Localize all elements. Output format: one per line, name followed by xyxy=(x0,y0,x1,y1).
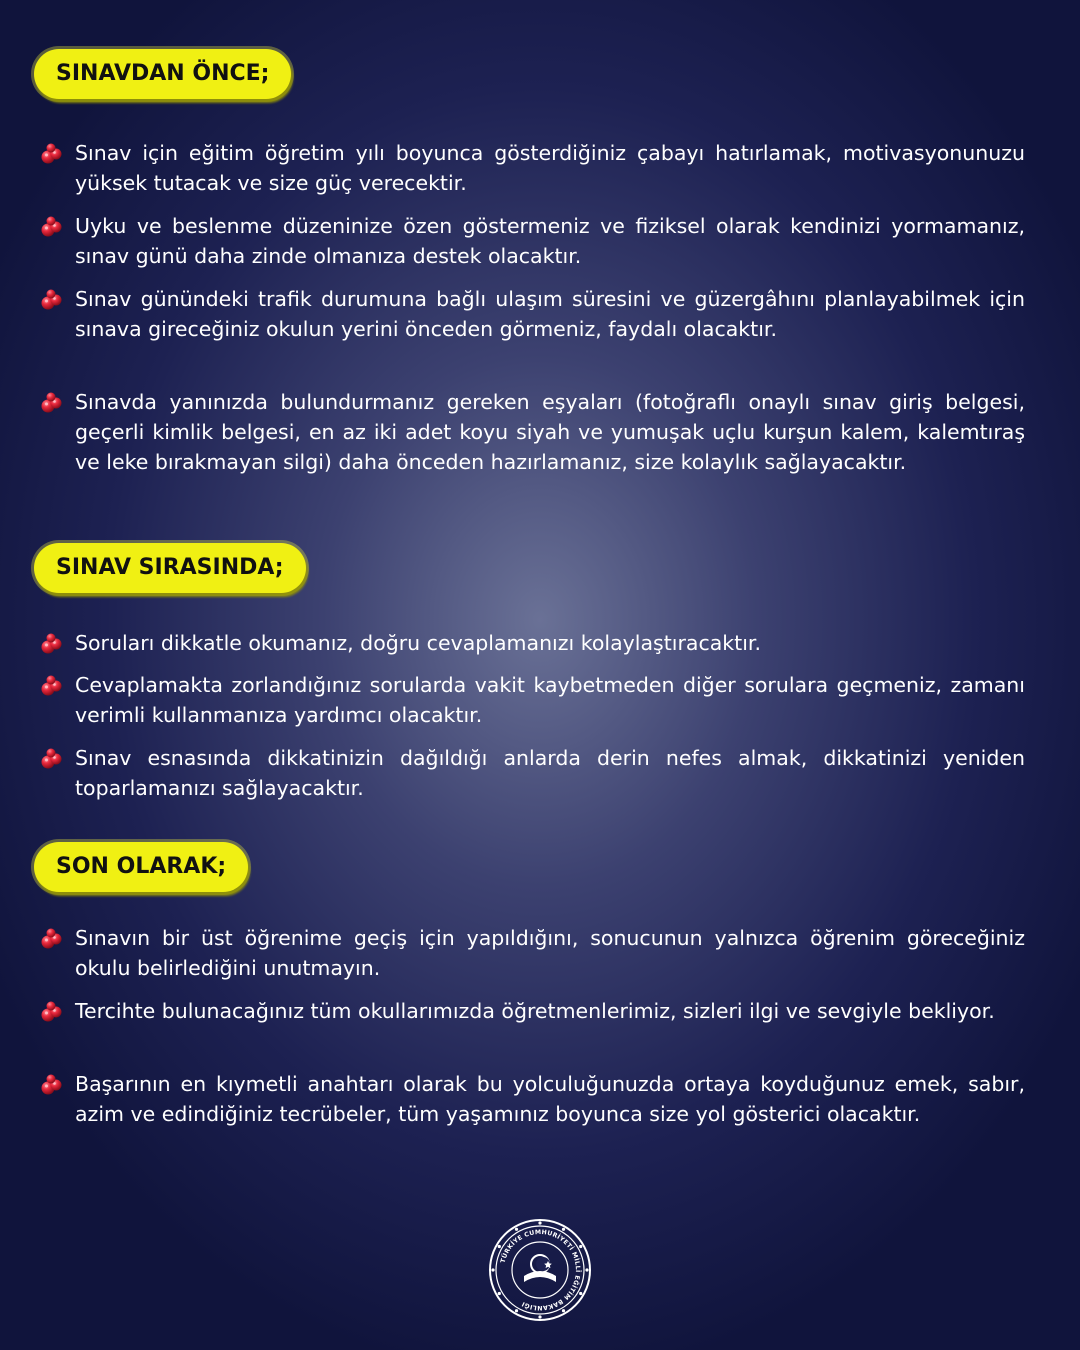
bullet-icon xyxy=(40,1073,64,1097)
list-item-text: Tercihte bulunacağınız tüm okullarımızda öğretmenlerimiz, sizleri ilgi ve sevgiyle bekliyor. xyxy=(75,999,995,1023)
bullet-icon xyxy=(40,927,64,951)
bullet-icon xyxy=(40,142,64,166)
section-title-before-exam: SINAVDAN ÖNCE; xyxy=(34,49,291,99)
section-title-finally: SON OLARAK; xyxy=(34,842,248,892)
bullet-icon xyxy=(40,747,64,771)
ministry-seal-icon xyxy=(488,1218,592,1322)
list-item-text: Sınavda yanınızda bulundurmanız gereken eşyaları (fotoğraflı onaylı sınav giriş belgesi, geçerli kimlik belgesi, en az iki adet koyu siyah ve yumuşak uçlu kurşun kalem, kalemtıraş ve leke bırakmayan silgi) daha önceden hazırlamanız, size kolaylık sağlayacaktır. xyxy=(75,390,1025,474)
seal-text: TÜRKİYE CUMHURİYETİ MİLLÎ EĞİTİM BAKANLIĞI xyxy=(499,1228,582,1312)
list-item-text: Uyku ve beslenme düzeninize özen göstermeniz ve fiziksel olarak kendinizi yormamanız, sınav günü daha zinde olmanıza destek olacaktır. xyxy=(75,214,1025,268)
list-item-text: Sınav günündeki trafik durumuna bağlı ulaşım süresini ve güzergâhını planlayabilmek için sınava gireceğiniz okulun yerini önceden görmeniz, faydalı olacaktır. xyxy=(75,287,1025,341)
bullet-icon xyxy=(40,674,64,698)
list-item-text: Sınav için eğitim öğretim yılı boyunca gösterdiğiniz çabayı hatırlamak, motivasyonunuzu yüksek tutacak ve size güç verecektir. xyxy=(75,141,1025,195)
list-item-text: Sınav esnasında dikkatinizin dağıldığı anlarda derin nefes almak, dikkatinizi yeniden toparlamanızı sağlayacaktır. xyxy=(75,746,1025,800)
list-item-text: Soruları dikkatle okumanız, doğru cevaplamanızı kolaylaştıracaktır. xyxy=(75,631,761,655)
list-item-text: Sınavın bir üst öğrenime geçiş için yapıldığını, sonucunun yalnızca öğrenim göreceğiniz okulu belirlediğini unutmayın. xyxy=(75,926,1025,980)
section-title-during-exam: SINAV SIRASINDA; xyxy=(34,543,306,593)
bullet-icon xyxy=(40,391,64,415)
bullet-icon xyxy=(40,1000,64,1024)
bullet-icon xyxy=(40,632,64,656)
bullet-icon xyxy=(40,288,64,312)
bullet-icon xyxy=(40,215,64,239)
list-item-text: Başarının en kıymetli anahtarı olarak bu yolculuğunuzda ortaya koyduğunuz emek, sabır, azim ve edindiğiniz tecrübeler, tüm yaşamınız boyunca size yol gösterici olacaktır. xyxy=(75,1072,1025,1126)
list-item-text: Cevaplamakta zorlandığınız sorularda vakit kaybetmeden diğer sorulara geçmeniz, zamanı verimli kullanmanıza yardımcı olacaktır. xyxy=(75,673,1025,727)
ministry-seal xyxy=(488,1218,592,1322)
